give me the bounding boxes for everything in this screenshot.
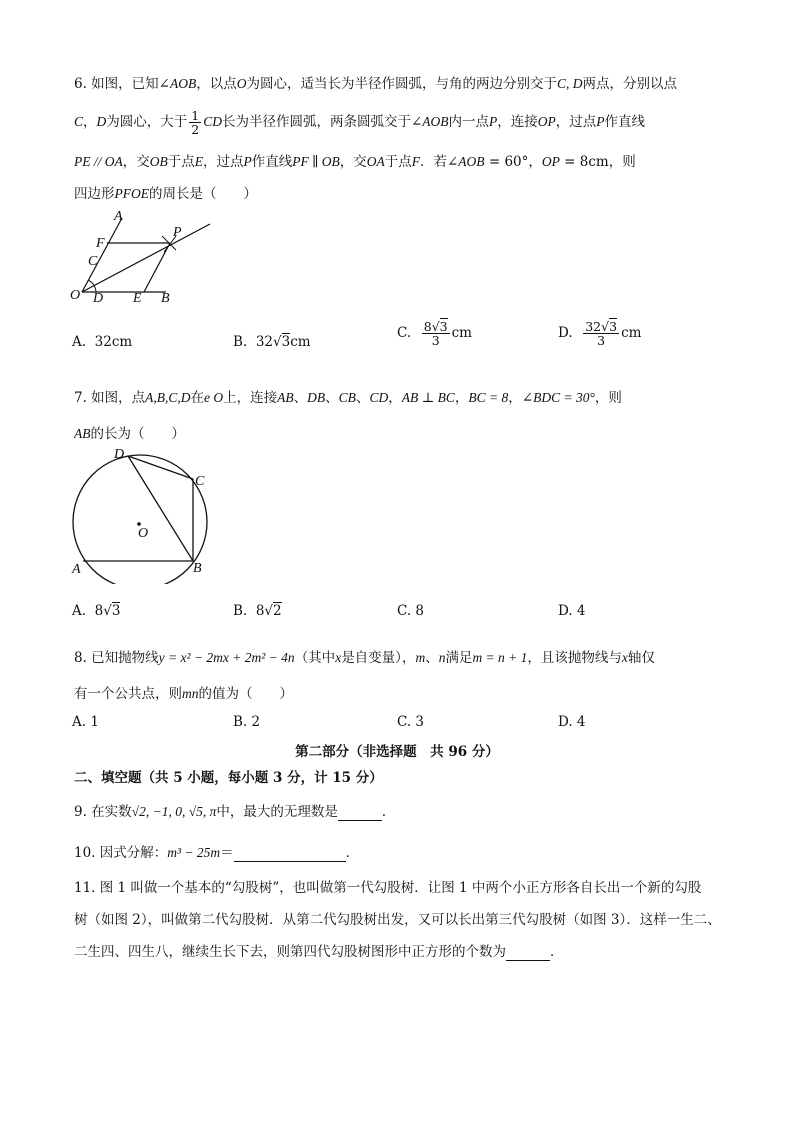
q6-text: 两点，分别以点 (582, 76, 677, 92)
q6-var: P (243, 154, 252, 169)
q6-text: 的周长是（ ） (149, 186, 257, 202)
q6-var: P (596, 114, 605, 129)
q6-var: P (489, 114, 498, 129)
q6-text: 6. 如图，已知∠ (74, 76, 170, 92)
q6-var: OP (537, 114, 556, 129)
q11-line1: 11. 图 1 叫做一个基本的“勾股树”，也叫做第一代勾股树．让图 1 中两个小正方形各自长出一个新的勾股 (74, 880, 702, 896)
q6-text: 四边形 (74, 186, 115, 202)
q6-var: D (96, 114, 107, 129)
q6-option-b[interactable]: B. 32√3cm (233, 334, 311, 350)
q6-label-c: C (88, 254, 98, 269)
q6-text: 于点 (384, 154, 412, 170)
q6-var: AOB (458, 154, 485, 169)
q7-option-d[interactable]: D. 4 (558, 603, 586, 619)
q7-line2: AB的长为（ ） (74, 426, 185, 442)
q7-line1: 7. 如图，点A,B,C,D在e O上，连接AB、DB、CB、CD，AB ⊥ BC，BC = 8，∠BDC = 30°，则 (74, 390, 622, 406)
q6-label-f: F (96, 236, 105, 251)
q6-option-d[interactable]: D. $\frac{32√3}{3}$ cm (558, 319, 642, 349)
q11-answer-blank[interactable] (506, 944, 550, 961)
q6-label-b: B (161, 291, 170, 306)
q7-label-d: D (114, 447, 125, 462)
q6-text: 于点 (167, 154, 195, 170)
q7-segment-db (128, 456, 193, 561)
q6-option-a[interactable]: A. 32cm (72, 334, 133, 350)
q6-var: F (411, 154, 420, 169)
q8-line2: 有一个公共点，则mn的值为（ ） (74, 686, 293, 702)
q6-label-d: D (93, 291, 104, 306)
q8-option-d[interactable]: D. 4 (558, 714, 586, 730)
q6-text: = 8cm，则 (559, 154, 636, 170)
q6-text: 内一点 (448, 114, 490, 130)
q8-option-b[interactable]: B. 2 (233, 714, 261, 730)
q6-text: 为圆心，大于 (106, 114, 188, 130)
q6-text: = 60°， (484, 154, 542, 170)
q6-var: C (74, 114, 84, 129)
q8-option-a[interactable]: A. 1 (72, 714, 99, 730)
q6-var: E (194, 154, 203, 169)
q6-var: CD (203, 114, 222, 129)
q7-label-b: B (193, 561, 202, 576)
q9-answer-blank[interactable] (338, 804, 382, 821)
q8-line1: 8. 已知抛物线y = x² − 2mx + 2m² − 4n（其中x是自变量），m、n满足m = n + 1，且该抛物线与x轴仅 (74, 650, 655, 666)
section-title: 第二部分（非选择题 共 96 分） (295, 744, 499, 760)
q8-option-c[interactable]: C. 3 (397, 714, 425, 730)
q6-label-o: O (70, 288, 81, 303)
q6-text: ，交 (122, 154, 150, 170)
q7-segment-dc (128, 456, 193, 479)
q7-option-c[interactable]: C. 8 (397, 603, 425, 619)
q6-half-fraction: $\frac{1}{2}$ (191, 107, 200, 137)
q6-text: ， (83, 114, 97, 130)
q6-text: 作直线 (604, 114, 646, 130)
q6-angle: AOB (169, 76, 197, 91)
q6-label-e: E (133, 291, 142, 306)
q7-option-a[interactable]: A. 8√3 (72, 603, 121, 619)
q6-var: PE // OA (74, 154, 123, 169)
q6-var: OA (366, 154, 385, 169)
q6-segment-pe (144, 243, 170, 292)
q6-text: ，过点 (555, 114, 597, 130)
q9-line: 9. 在实数√2, −1, 0, √5, π中，最大的无理数是 ． (74, 804, 396, 820)
q6-label-p: P (173, 225, 182, 240)
q7-option-b[interactable]: B. 8√2 (233, 603, 282, 619)
q6-line2 (74, 104, 645, 140)
q6-text: ，以点 (196, 76, 237, 92)
q6-var: OP (541, 154, 560, 169)
q7-label-c: C (195, 474, 205, 489)
q7-figure (66, 444, 226, 584)
q6-angle: AOB (422, 114, 449, 129)
q6-text: 作直线 (251, 154, 293, 170)
q6-var: OB (149, 154, 168, 169)
q6-text: ．若∠ (419, 154, 459, 170)
q6-text: ，过点 (203, 154, 244, 170)
q11-line2: 树（如图 2），叫做第二代勾股树．从第二代勾股树出发，又可以长出第三代勾股树（如图 3）．这样一生二、 (74, 912, 721, 928)
q6-label-a: A (114, 209, 123, 224)
q7-label-o: O (138, 526, 149, 541)
q6-line4 (74, 182, 257, 202)
q10-line: 10. 因式分解：m³ − 25m＝ ． (74, 845, 360, 861)
sub-title: 二、填空题（共 5 小题，每小题 3 分，计 15 分） (74, 770, 383, 786)
q6-text: ，交 (339, 154, 367, 170)
q6-var: O (236, 76, 247, 91)
q10-answer-blank[interactable] (234, 845, 346, 862)
q6-var: PF ∥ OB (292, 154, 340, 169)
q6-text: 长为半径作圆弧，两条圆弧交于∠ (221, 114, 423, 130)
q6-text: 为圆心，适当长为半径作圆弧，与角的两边分别交于 (246, 76, 557, 92)
q6-ray-op (82, 224, 210, 292)
q6-var: C, D (556, 76, 583, 91)
q6-option-c[interactable]: C. $\frac{8√3}{3}$ cm (397, 319, 472, 349)
q6-line3 (74, 150, 636, 170)
q6-figure (66, 206, 226, 310)
q11-line3: 二生四、四生八，继续生长下去，则第四代勾股树图形中正方形的个数为 ． (74, 944, 564, 960)
q6-line1 (74, 72, 677, 92)
q6-var: PFOE (114, 186, 149, 201)
q6-text: ，连接 (497, 114, 538, 130)
q7-label-a: A (72, 562, 81, 577)
